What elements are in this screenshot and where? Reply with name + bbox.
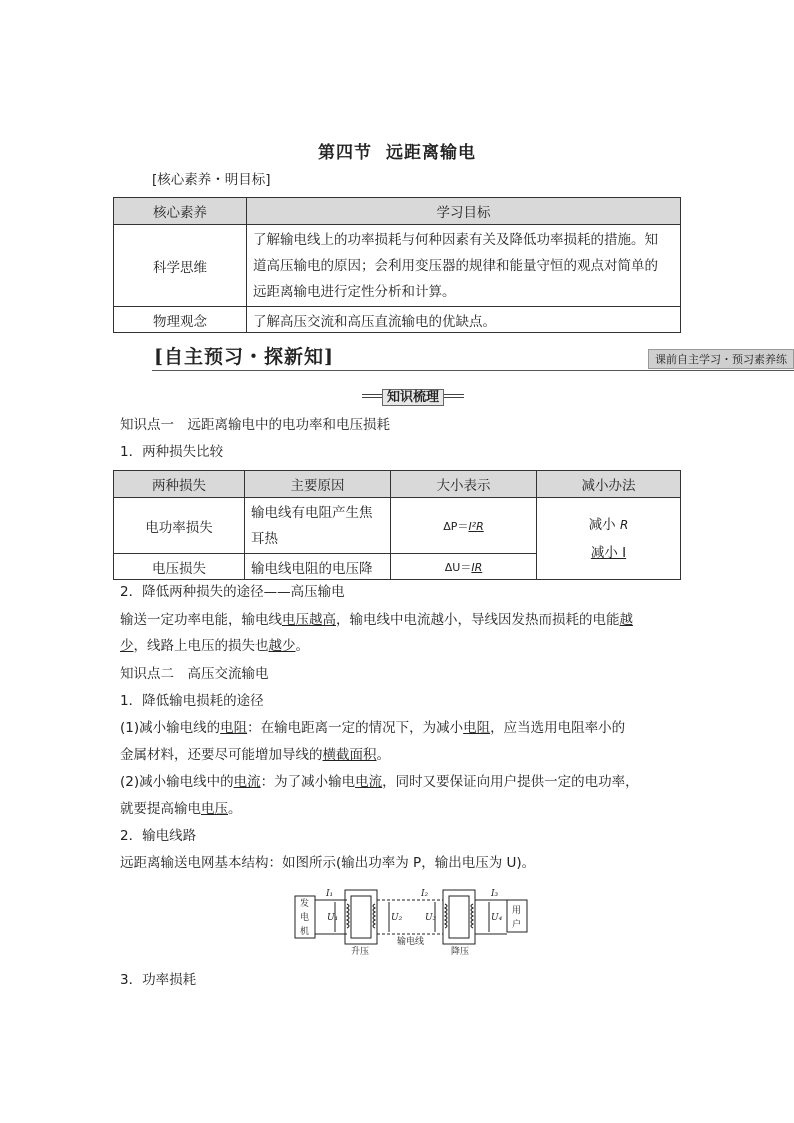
core-label: [核心素养・明目标]	[152, 172, 271, 188]
svg-text:机: 机	[300, 927, 310, 937]
kp1-heading: 知识点一 远距离输电中的电功率和电压损耗	[120, 417, 390, 433]
para-2-line2: 金属材料，还要尽可能增加导线的横截面积。	[120, 747, 390, 763]
para-1-line1: 输送一定功率电能，输电线电压越高，输电线中电流越小，导线因发热而损耗的电能越	[120, 612, 633, 628]
svg-text:U₂: U₂	[391, 913, 403, 923]
svg-text:输电线: 输电线	[397, 937, 425, 947]
svg-text:电: 电	[300, 913, 310, 923]
goal-table	[113, 197, 681, 333]
svg-text:用: 用	[512, 906, 522, 916]
h2-heading: 2．降低两种损失的途径——高压输电	[120, 584, 345, 600]
h4-heading: 2．输电线路	[120, 828, 197, 844]
section-header	[152, 342, 794, 371]
section-label: [自主预习・探新知]	[154, 346, 334, 368]
loss-header-3: 减小办法	[537, 471, 681, 498]
page-title: 第四节 远距离输电	[318, 143, 476, 163]
loss-row-name: 电功率损失	[114, 498, 245, 554]
loss-row-cause: 输电线有电阻产生焦 耳热	[245, 498, 391, 554]
loss-row-name: 电压损失	[114, 554, 245, 580]
svg-text:U₄: U₄	[491, 913, 503, 923]
para-1-line2: 少，线路上电压的损失也越少。	[120, 638, 309, 654]
step-up-core	[345, 890, 377, 944]
loss-table	[113, 470, 681, 580]
loss-reduce-methods: 减小 R 减小 I	[537, 498, 681, 580]
loss-row-expr: ΔP＝I²R	[391, 498, 537, 554]
h5-heading: 3．功率损耗	[120, 972, 197, 988]
svg-text:户: 户	[512, 920, 522, 930]
svg-text:I₂: I₂	[421, 889, 429, 899]
svg-text:I₃: I₃	[491, 889, 499, 899]
para-3-line2: 就要提高输电电压。	[120, 801, 242, 817]
kp2-heading: 知识点二 高压交流输电	[120, 666, 269, 682]
loss-header-2: 大小表示	[391, 471, 537, 498]
h1-heading: 1．两种损失比较	[120, 444, 224, 460]
loss-header-1: 主要原因	[245, 471, 391, 498]
svg-text:降压: 降压	[451, 947, 470, 957]
section-tag: 课前自主学习・预习素养练	[648, 349, 794, 369]
knowledge-box	[362, 386, 464, 404]
para-3-line1: (2)减小输电线中的电流：为了减小输电电流，同时又要保证向用户提供一定的电功率，	[120, 774, 639, 790]
h3-heading: 1．降低输电损耗的途径	[120, 693, 264, 709]
goal-row-name: 科学思维	[114, 225, 247, 307]
loss-row-cause: 输电线电阻的电压降	[245, 554, 391, 580]
svg-text:发: 发	[300, 899, 310, 909]
step-down-core	[443, 890, 475, 944]
goal-row-text: 了解高压交流和高压直流输电的优缺点。	[247, 307, 681, 333]
goal-header-0: 核心素养	[114, 198, 247, 225]
knowledge-box-label: 知识梳理	[382, 389, 444, 406]
para-4: 远距离输送电网基本结构：如图所示(输出功率为 P，输出电压为 U)。	[120, 855, 536, 871]
svg-text:U₁: U₁	[327, 913, 339, 923]
svg-text:升压: 升压	[351, 947, 370, 957]
loss-header-0: 两种损失	[114, 471, 245, 498]
transmission-diagram	[293, 884, 533, 958]
svg-text:I₁: I₁	[326, 889, 334, 899]
svg-text:U₃: U₃	[425, 913, 437, 923]
para-2-line1: (1)减小输电线的电阻：在输电距离一定的情况下，为减小电阻，应当选用电阻率小的	[120, 720, 626, 736]
goal-header-1: 学习目标	[247, 198, 681, 225]
loss-row-expr: ΔU＝IR	[391, 554, 537, 580]
goal-row-name: 物理观念	[114, 307, 247, 333]
goal-row-text: 了解输电线上的功率损耗与何种因素有关及降低功率损耗的措施。知 道高压输电的原因；会利用变压器的规律和能量守恒的观点对简单的 远距离输电进行定性分析和计算。	[247, 225, 681, 307]
